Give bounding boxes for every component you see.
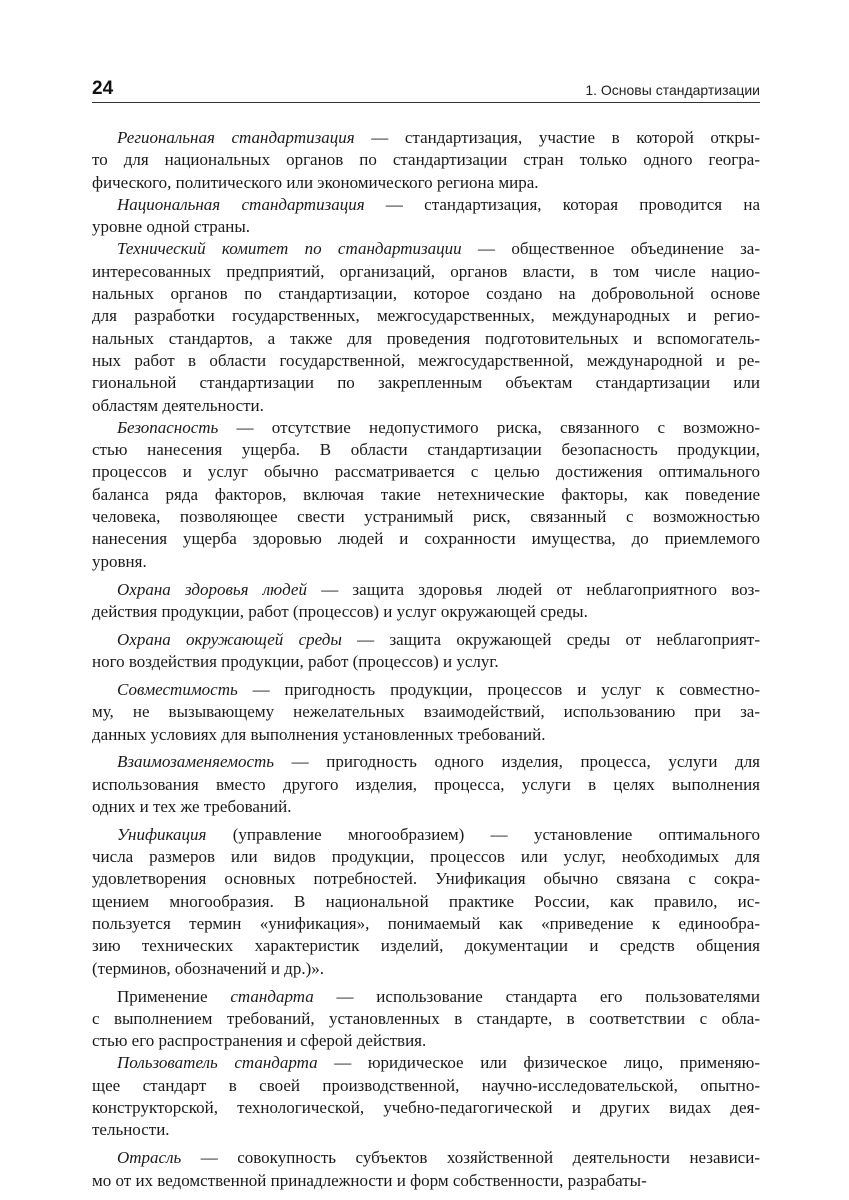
text-line (92, 1008, 760, 1030)
text-line (92, 958, 760, 980)
text-line (92, 305, 760, 327)
page-number: 24 (92, 78, 114, 99)
text-line (92, 172, 760, 194)
text-run: то для национальных органов по стандартизации стран только одного геогра- (92, 150, 760, 170)
text-line (92, 601, 760, 623)
paragraph-standard-user (92, 1052, 760, 1141)
text-run: пользуется термин «унификация», понимаемый как «приведение к единообра- (92, 914, 760, 934)
text-run: стью нанесения ущерба. В области стандартизации безопасность продукции, (92, 440, 760, 460)
text-line (92, 417, 760, 439)
text-line (92, 751, 760, 773)
text-run: числа размеров или видов продукции, процессов или услуг, необходимых для (92, 847, 760, 867)
text-run: интересованных предприятий, организаций, органов власти, в том числе нацио- (92, 261, 760, 281)
text-line (92, 774, 760, 796)
text-line (92, 579, 760, 601)
term: Охрана здоровья людей (117, 579, 307, 599)
text-run: мо от их ведомственной принадлежности и форм собственности, разрабаты- (92, 1170, 647, 1190)
text-line (92, 1170, 760, 1192)
text-run: стью его распространения и сферой действия. (92, 1031, 427, 1051)
text-run: зию технических характеристик изделий, документации и средств общения (92, 936, 760, 956)
text-run: тельности. (92, 1120, 170, 1140)
text-line (92, 328, 760, 350)
text-line (92, 461, 760, 483)
text-line (92, 986, 760, 1008)
text-run: удовлетворения основных потребностей. Унификация обычно связана с сокра- (92, 869, 760, 889)
term: Совместимость (117, 679, 238, 699)
text-run: щением многообразия. В национальной практике России, как правило, ис- (92, 891, 760, 911)
text-run: — защита здоровья людей от неблагоприятного воз- (306, 579, 760, 599)
text-run: гиональной стандартизации по закрепленным объектам стандартизации или (92, 373, 760, 393)
term: Региональная стандартизация (117, 128, 355, 147)
paragraph-regional-standardization (92, 127, 760, 194)
page-body (92, 127, 760, 1192)
text-run: баланса ряда факторов, включая такие нетехнические факторы, как поведение (92, 484, 760, 504)
text-line (92, 127, 760, 149)
text-run: ного воздействия продукции, работ (процессов) и услуг. (92, 652, 499, 672)
text-run: нальных органов по стандартизации, которое создано на добровольной основе (92, 284, 760, 304)
text-line (92, 1097, 760, 1119)
text-line (92, 149, 760, 171)
paragraph-safety (92, 417, 760, 573)
text-run: — стандартизация, участие в которой откры- (354, 128, 760, 147)
text-line (92, 484, 760, 506)
text-run: уровня. (92, 551, 147, 571)
text-run: — отсутствие недопустимого риска, связанного с возможно- (218, 417, 760, 437)
paragraph-industry (92, 1147, 760, 1192)
text-run: — стандартизация, которая проводится на (364, 194, 760, 214)
text-run: — использование стандарта его пользователями (313, 986, 761, 1006)
text-run: (терминов, обозначений и др.)». (92, 958, 324, 978)
text-line (92, 891, 760, 913)
text-line (92, 679, 760, 701)
paragraph-compatibility (92, 679, 760, 746)
text-run: для разработки государственных, межгосударственных, международных и регио- (92, 306, 760, 326)
text-run: — пригодность продукции, процессов и услуг к совместно- (237, 679, 760, 699)
text-line (92, 913, 760, 935)
term: Унификация (117, 824, 207, 844)
text-line (92, 935, 760, 957)
text-line (92, 1030, 760, 1052)
text-line (92, 796, 760, 818)
term: Взаимозаменяемость (117, 752, 275, 772)
text-line (92, 194, 760, 216)
text-run: уровне одной страны. (92, 217, 251, 237)
paragraph-unification (92, 824, 760, 980)
text-line (92, 724, 760, 746)
term: Национальная стандартизация (117, 194, 365, 214)
text-line (92, 1119, 760, 1141)
text-line (92, 395, 760, 417)
paragraph-national-standardization (92, 194, 760, 239)
text-line (92, 261, 760, 283)
text-line (92, 216, 760, 238)
paragraph-interchangeability (92, 751, 760, 818)
text-run: — защита окружающей среды от неблагоприят- (341, 629, 760, 649)
text-line (92, 283, 760, 305)
paragraph-standard-application (92, 986, 760, 1053)
term: стандарта (230, 986, 314, 1006)
text-run: — общественное объединение за- (461, 239, 760, 259)
running-header (92, 76, 760, 103)
text-run: му, не вызывающему нежелательных взаимодействий, использованию при за- (92, 702, 760, 722)
text-run: щее стандарт в своей производственной, научно-исследовательской, опытно- (92, 1075, 760, 1095)
text-line (92, 528, 760, 550)
text-line (92, 846, 760, 868)
text-run: с выполнением требований, установленных в стандарте, в соответствии с обла- (92, 1008, 760, 1028)
term: Отрасль (117, 1148, 182, 1168)
text-line (92, 439, 760, 461)
text-run: — совокупность субъектов хозяйственной деятельности независи- (181, 1148, 760, 1168)
term: Пользователь стандарта (117, 1053, 318, 1073)
text-line (92, 629, 760, 651)
text-line (92, 372, 760, 394)
text-run: использования вместо другого изделия, процесса, услуги в целях выполнения (92, 774, 760, 794)
text-run: Применение (117, 986, 231, 1006)
text-run: областям деятельности. (92, 395, 264, 415)
text-run: действия продукции, работ (процессов) и услуг окружающей среды. (92, 601, 588, 621)
text-run: процессов и услуг обычно рассматривается с целью достижения оптимального (92, 462, 760, 482)
text-run: (управление многообразием) — установление оптимального (206, 824, 760, 844)
term: Безопасность (117, 417, 219, 437)
term: Охрана окружающей среды (117, 629, 342, 649)
text-run: конструкторской, технологической, учебно-педагогической и других видах дея- (92, 1098, 760, 1118)
text-run: фического, политического или экономического региона мира. (92, 172, 539, 192)
paragraph-environment-protection (92, 629, 760, 674)
text-run: нанесения ущерба здоровью людей и сохранности имущества, до приемлемого (92, 529, 760, 549)
text-line (92, 1147, 760, 1169)
text-line (92, 1075, 760, 1097)
text-line (92, 1052, 760, 1074)
paragraph-technical-committee (92, 238, 760, 416)
text-line (92, 701, 760, 723)
paragraph-health-protection (92, 579, 760, 624)
text-run: ных работ в области государственной, межгосударственной, международной и ре- (92, 350, 760, 370)
text-line (92, 350, 760, 372)
text-line (92, 238, 760, 260)
chapter-title: 1. Основы стандартизации (585, 82, 760, 98)
text-run: человека, позволяющее свести устранимый риск, связанный с возможностью (92, 507, 760, 527)
text-line (92, 551, 760, 573)
text-line (92, 506, 760, 528)
text-run: нальных стандартов, а также для проведения подготовительных и вспомогатель- (92, 328, 760, 348)
text-run: одних и тех же требований. (92, 796, 292, 816)
text-run: — пригодность одного изделия, процесса, услуги для (274, 752, 760, 772)
text-run: данных условиях для выполнения установленных требований. (92, 724, 546, 744)
text-line (92, 651, 760, 673)
term: Технический комитет по стандартизации (117, 239, 462, 259)
text-run: — юридическое или физическое лицо, применяю- (317, 1053, 761, 1073)
text-line (92, 868, 760, 890)
text-line (92, 824, 760, 846)
